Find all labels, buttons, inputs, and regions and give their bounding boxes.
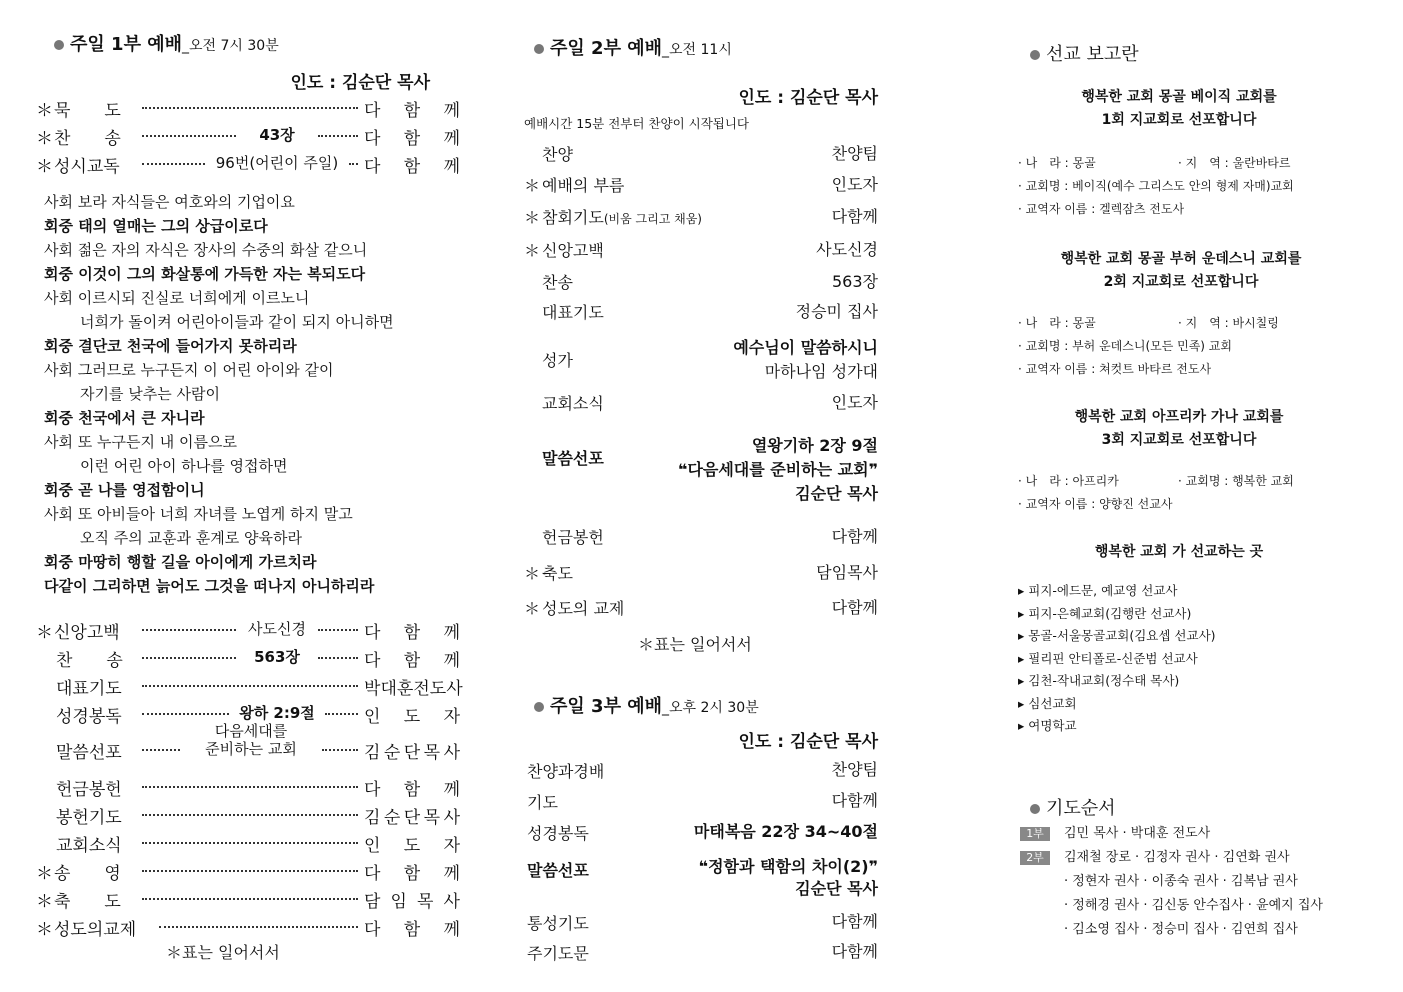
order-value-char: 전 bbox=[413, 679, 430, 699]
order-value bbox=[364, 152, 460, 177]
order-value-char: 함 bbox=[403, 651, 421, 671]
service2-leader: 인도 : 김순단 목사 bbox=[738, 88, 878, 108]
order-value-char: 사 bbox=[446, 679, 463, 699]
support-heading: 행복한 교회 가 선교하는 곳 bbox=[1094, 544, 1264, 560]
prayer-text-1: 김민 목사 · 박대훈 전도사 bbox=[1064, 826, 1211, 841]
service2-notice: 예배시간 15분 전부터 찬양이 시작됩니다 bbox=[524, 116, 749, 131]
dotted-leader bbox=[142, 685, 358, 687]
order-label: 성경봉독 bbox=[527, 824, 589, 843]
support-list bbox=[1018, 580, 1216, 738]
support-item: ▸ 여명학교 bbox=[1018, 718, 1077, 733]
order-value-char: 임 bbox=[390, 892, 407, 912]
order-detail-line: 43장 bbox=[259, 126, 295, 144]
order-value bbox=[364, 618, 460, 643]
mission-heading-line: 행복한 교회 몽골 부허 운데스니 교회를 bbox=[1060, 251, 1302, 267]
order-value bbox=[364, 831, 460, 856]
order-label: 성도의교제 bbox=[54, 920, 137, 940]
order-value-line: 다함께 bbox=[831, 598, 878, 617]
support-item: ▸ 피지-에드문, 예교영 선교사 bbox=[1018, 583, 1178, 598]
order-value bbox=[364, 96, 460, 121]
bullet-icon bbox=[1030, 50, 1040, 60]
prayer-title bbox=[1030, 794, 1116, 820]
order-value-line: 인도자 bbox=[831, 393, 878, 412]
order-value-line: 다함께 bbox=[831, 527, 878, 546]
mission-info: · 교회명 : 행복한 교회 bbox=[1178, 474, 1294, 488]
order-value-char: 함 bbox=[403, 920, 421, 940]
order-value bbox=[832, 941, 878, 963]
order-value-char: 인 bbox=[364, 707, 381, 727]
order-value-char: 사 bbox=[443, 743, 460, 763]
order-label: 찬 송 bbox=[54, 129, 121, 149]
order-detail bbox=[235, 702, 319, 723]
prayer-text-2: 김재철 장로 · 김정자 권사 · 김연화 권사 bbox=[1064, 850, 1290, 865]
order-value-char: 목 bbox=[417, 892, 434, 912]
order-value-char: 인 bbox=[364, 836, 381, 856]
responsive-reading bbox=[44, 190, 444, 598]
order-detail-line: 사도신경 bbox=[248, 620, 306, 638]
responsive-line: 사회 그러므로 누구든지 이 어린 아이와 같이 bbox=[44, 361, 334, 379]
order-value-char: 께 bbox=[443, 101, 460, 121]
order-value bbox=[733, 336, 878, 384]
responsive-line: 회중 곧 나를 영접함이니 bbox=[44, 481, 205, 499]
mission-heading-line: 행복한 교회 아프리카 가나 교회를 bbox=[1074, 409, 1284, 425]
star-icon: ＊ bbox=[36, 623, 53, 643]
order-label: 말씀선포 bbox=[56, 743, 122, 763]
dotted-leader bbox=[318, 657, 358, 659]
mission-info: · 나 라 : 몽골 bbox=[1018, 156, 1096, 170]
order-value-char: 께 bbox=[443, 157, 460, 177]
bullet-icon bbox=[534, 44, 544, 54]
mission-heading-line: 3회 지교회로 선포합니다 bbox=[1101, 432, 1257, 448]
order-label: 신앙고백 bbox=[54, 623, 120, 643]
order-label: 말씀선포 bbox=[542, 449, 604, 468]
prayer-line-3: · 정현자 권사 · 이종숙 권사 · 김복남 권사 bbox=[1064, 874, 1298, 889]
order-value-char: 다 bbox=[364, 864, 381, 884]
star-icon: ＊ bbox=[36, 892, 53, 912]
dotted-leader bbox=[318, 629, 358, 631]
order-label: 성경봉독 bbox=[56, 707, 122, 727]
service3-time: _오후 2시 30분 bbox=[662, 700, 759, 716]
order-value-line: 다함께 bbox=[831, 912, 878, 931]
order-value-line: 마하나임 성가대 bbox=[764, 362, 878, 381]
order-label: 찬 송 bbox=[56, 651, 123, 671]
dotted-leader bbox=[142, 713, 229, 715]
order-value bbox=[832, 391, 878, 415]
order-value-line: 열왕기하 2장 9절 bbox=[751, 436, 878, 455]
order-detail bbox=[186, 722, 316, 758]
star-icon: ＊ bbox=[36, 920, 53, 940]
order-value bbox=[832, 525, 878, 549]
star-icon: ＊ bbox=[36, 864, 53, 884]
order-value-char: 께 bbox=[443, 129, 460, 149]
mission-heading-line: 1회 지교회로 선포합니다 bbox=[1101, 112, 1257, 128]
support-item: ▸ 필리핀 안티폴로-신준범 선교사 bbox=[1018, 650, 1198, 666]
order-value-line: ❝정함과 택함의 차이(2)❞ bbox=[698, 857, 878, 876]
mission-info: · 지 역 : 울란바타르 bbox=[1178, 156, 1291, 170]
order-value-line: 김순단 목사 bbox=[795, 484, 878, 503]
order-value-char: 함 bbox=[403, 101, 421, 121]
order-detail bbox=[211, 152, 343, 173]
order-value-char: 다 bbox=[364, 780, 381, 800]
order-value bbox=[364, 702, 460, 727]
order-value bbox=[364, 674, 463, 699]
order-label: 대표기도 bbox=[56, 679, 122, 699]
order-value bbox=[796, 300, 878, 324]
dotted-leader bbox=[142, 870, 358, 872]
bullet-icon bbox=[1030, 804, 1040, 814]
order-value-line: 마태복음 22장 34~40절 bbox=[693, 822, 878, 841]
order-value-char: 께 bbox=[443, 651, 460, 671]
service1-title-text: 주일 1부 예배 bbox=[70, 34, 182, 55]
order-label: 통성기도 bbox=[527, 914, 589, 933]
mission-info-row: · 교회명 : 베이직(예수 그리스도 안의 형제 자매)교회 bbox=[1018, 179, 1294, 193]
order-value-line: 담임목사 bbox=[816, 563, 878, 582]
order-value bbox=[364, 775, 460, 800]
prayer-line-2 bbox=[1020, 846, 1323, 870]
order-value bbox=[832, 173, 878, 197]
responsive-line: 사회 이르시되 진실로 너희에게 이르노니 bbox=[44, 289, 310, 307]
dotted-leader bbox=[318, 135, 358, 137]
dotted-leader bbox=[142, 629, 236, 631]
order-row bbox=[36, 887, 460, 912]
order-value-char: 께 bbox=[443, 920, 460, 940]
order-value-char: 께 bbox=[443, 623, 460, 643]
order-row bbox=[36, 152, 460, 177]
order-detail-line: 96번(어린이 주일) bbox=[215, 154, 339, 172]
order-value-line: 찬양팀 bbox=[831, 760, 878, 779]
mission-heading bbox=[1014, 406, 1344, 452]
order-label: 참회기도(비움 그리고 채움) bbox=[542, 208, 702, 227]
order-row bbox=[36, 674, 463, 699]
order-value-char: 사 bbox=[443, 808, 460, 828]
order-value-char: 목 bbox=[423, 743, 441, 763]
responsive-line: 회중 천국에서 큰 자니라 bbox=[44, 409, 205, 427]
order-row bbox=[36, 831, 460, 856]
order-label: 축도 bbox=[542, 564, 573, 583]
star-icon: ＊ bbox=[524, 176, 541, 195]
mission-title bbox=[1030, 40, 1139, 66]
service3-title-text: 주일 3부 예배 bbox=[550, 696, 662, 717]
order-value-char: 자 bbox=[443, 836, 460, 856]
order-value-char: 함 bbox=[403, 129, 421, 149]
mission-info-row: · 교역자 이름 : 쳐컷트 바타르 전도사 bbox=[1018, 362, 1212, 376]
order-value bbox=[832, 205, 878, 229]
service2-title-text: 주일 2부 예배 bbox=[550, 38, 662, 59]
bullet-icon bbox=[534, 702, 544, 712]
responsive-line: 회중 이것이 그의 화살통에 가득한 자는 복되도다 bbox=[44, 265, 366, 283]
order-value-char: 사 bbox=[443, 892, 460, 912]
order-row bbox=[36, 915, 460, 940]
order-detail-line: 다음세대를 bbox=[214, 722, 288, 740]
order-row bbox=[36, 722, 460, 763]
prayer-line-5: · 김소영 집사 · 정승미 집사 · 김연희 집사 bbox=[1064, 922, 1298, 937]
order-label: 찬양 bbox=[542, 145, 573, 164]
order-value bbox=[364, 887, 460, 912]
order-label: 찬송 bbox=[542, 273, 573, 292]
mission-info-row bbox=[1018, 154, 1290, 171]
order-value-char: 순 bbox=[383, 743, 401, 763]
service2-footnote: ＊표는 일어서서 bbox=[638, 635, 752, 654]
order-label: 주기도문 bbox=[527, 944, 589, 963]
order-value bbox=[364, 646, 460, 671]
prayer-title-text: 기도순서 bbox=[1046, 798, 1116, 819]
order-row bbox=[36, 646, 460, 671]
support-item: ▸ 김천-작내교회(정수태 목사) bbox=[1018, 673, 1180, 688]
order-label: 말씀선포 bbox=[527, 861, 589, 880]
dotted-leader bbox=[142, 898, 358, 900]
order-value-char: 단 bbox=[403, 743, 421, 763]
dotted-leader bbox=[159, 926, 358, 928]
service1-time: _오전 7시 30분 bbox=[182, 38, 279, 54]
mission-info-row bbox=[1018, 314, 1279, 331]
order-value-char: 도 bbox=[403, 836, 421, 856]
star-icon: ＊ bbox=[36, 157, 53, 177]
prayer-badge-2: 2부 bbox=[1020, 851, 1050, 865]
responsive-line: 너희가 돌이켜 어린아이들과 같이 되지 아니하면 bbox=[80, 313, 394, 331]
order-value-char: 김 bbox=[364, 743, 381, 763]
dotted-leader bbox=[142, 135, 236, 137]
mission-heading bbox=[1014, 86, 1344, 132]
order-value-char: 다 bbox=[364, 157, 381, 177]
prayer-badge-1: 1부 bbox=[1020, 827, 1050, 841]
order-row bbox=[36, 859, 460, 884]
responsive-line: 사회 또 아비들아 너희 자녀를 노엽게 하지 말고 bbox=[44, 505, 353, 523]
order-label-note: (비움 그리고 채움) bbox=[603, 212, 702, 226]
order-value bbox=[694, 821, 878, 843]
mission-info: · 지 역 : 바시칠링 bbox=[1178, 316, 1279, 330]
responsive-line: 사회 젊은 자의 자식은 장사의 수중의 화살 같으니 bbox=[44, 241, 368, 259]
order-label: 성가 bbox=[542, 351, 573, 370]
service2-title bbox=[534, 34, 732, 60]
dotted-leader bbox=[142, 786, 358, 788]
order-value-line: 김순단 목사 bbox=[795, 879, 878, 898]
order-value-char: 다 bbox=[364, 623, 381, 643]
order-value bbox=[832, 142, 878, 166]
order-value bbox=[816, 238, 878, 262]
order-value bbox=[699, 856, 878, 900]
order-value-char: 다 bbox=[364, 920, 381, 940]
mission-heading-line: 2회 지교회로 선포합니다 bbox=[1103, 274, 1259, 290]
order-value bbox=[364, 859, 460, 884]
order-value-char: 함 bbox=[403, 623, 421, 643]
order-value-char: 함 bbox=[403, 864, 421, 884]
order-detail-line: 왕하 2:9절 bbox=[239, 704, 315, 722]
order-label: 찬양과경배 bbox=[527, 762, 605, 781]
order-value-char: 단 bbox=[403, 808, 421, 828]
service1-title bbox=[54, 30, 279, 56]
order-value-char: 함 bbox=[403, 157, 421, 177]
prayer-list bbox=[1020, 822, 1323, 942]
star-icon: ＊ bbox=[524, 241, 541, 260]
dotted-leader bbox=[142, 163, 205, 165]
dotted-leader bbox=[142, 814, 358, 816]
order-detail bbox=[242, 124, 312, 145]
order-value bbox=[832, 270, 878, 294]
order-label: 봉헌기도 bbox=[56, 808, 122, 828]
order-value-char: 께 bbox=[443, 864, 460, 884]
dotted-leader bbox=[142, 842, 358, 844]
order-value-char: 대 bbox=[380, 679, 397, 699]
order-value bbox=[364, 803, 460, 828]
order-label: 교회소식 bbox=[542, 394, 604, 413]
order-label: 헌금봉헌 bbox=[56, 780, 122, 800]
prayer-line-4: · 정해경 권사 · 김신동 안수집사 · 윤예지 집사 bbox=[1064, 898, 1323, 913]
order-label: 헌금봉헌 bbox=[542, 528, 604, 547]
order-value-char: 도 bbox=[429, 679, 447, 699]
order-value-line: 563장 bbox=[832, 272, 878, 291]
order-value bbox=[832, 759, 878, 781]
star-icon: ＊ bbox=[524, 599, 541, 618]
service3-leader: 인도 : 김순단 목사 bbox=[738, 732, 878, 752]
order-value bbox=[832, 596, 878, 620]
order-detail bbox=[242, 618, 312, 639]
dotted-leader bbox=[322, 749, 358, 751]
order-value-char: 도 bbox=[403, 707, 421, 727]
order-value-line: ❝다음세대를 준비하는 교회❞ bbox=[678, 460, 878, 479]
service2-time: _오전 11시 bbox=[662, 42, 732, 58]
order-label: 예배의 부름 bbox=[542, 176, 625, 195]
order-value-line: 정승미 집사 bbox=[795, 302, 878, 321]
order-label: 신앙고백 bbox=[542, 241, 604, 260]
dotted-leader bbox=[325, 713, 358, 715]
order-row bbox=[36, 618, 460, 643]
responsive-line: 오직 주의 교훈과 훈계로 양육하라 bbox=[80, 529, 302, 547]
responsive-line: 회중 마땅히 행할 길을 아이에게 가르치라 bbox=[44, 553, 317, 571]
mission-info: · 나 라 : 몽골 bbox=[1018, 316, 1096, 330]
responsive-line: 회중 태의 열매는 그의 상급이로다 bbox=[44, 217, 268, 235]
support-item: ▸ 심선교회 bbox=[1018, 695, 1077, 711]
order-label: 성도의 교제 bbox=[542, 599, 625, 618]
order-label: 축 도 bbox=[54, 892, 121, 912]
order-row bbox=[36, 96, 460, 121]
dotted-leader bbox=[142, 749, 180, 751]
order-label: 교회소식 bbox=[56, 836, 122, 856]
order-label: 묵 도 bbox=[54, 101, 121, 121]
order-label: 기도 bbox=[527, 793, 558, 812]
support-item: ▸ 피지-은혜교회(김행란 선교사) bbox=[1018, 605, 1192, 621]
mission-info-row: · 교회명 : 부허 운데스니(모든 민족) 교회 bbox=[1018, 339, 1232, 353]
mission-info-row: · 교역자 이름 : 양향진 선교사 bbox=[1018, 497, 1173, 511]
order-value bbox=[364, 915, 460, 940]
star-icon: ＊ bbox=[36, 129, 53, 149]
responsive-line: 사회 보라 자식들은 여호와의 기업이요 bbox=[44, 193, 295, 211]
dotted-leader bbox=[142, 107, 358, 109]
order-value-line: 다함께 bbox=[831, 791, 878, 810]
order-row bbox=[36, 775, 460, 800]
star-icon: ＊ bbox=[524, 564, 541, 583]
order-value-char: 다 bbox=[364, 651, 381, 671]
order-value bbox=[832, 911, 878, 933]
mission-info-row: · 교역자 이름 : 겔렉잠츠 전도사 bbox=[1018, 202, 1185, 216]
order-detail-line: 563장 bbox=[254, 648, 300, 666]
mission-info: · 나 라 : 아프리카 bbox=[1018, 474, 1119, 488]
order-value-char: 훈 bbox=[396, 679, 414, 699]
order-value-line: 찬양팀 bbox=[831, 144, 878, 163]
responsive-line: 자기를 낮추는 사람이 bbox=[80, 385, 220, 403]
order-row bbox=[36, 803, 460, 828]
order-value-line: 다함께 bbox=[831, 207, 878, 226]
order-value-line: 인도자 bbox=[831, 175, 878, 194]
order-row bbox=[36, 124, 460, 149]
service3-title bbox=[534, 692, 759, 718]
order-label: 대표기도 bbox=[542, 303, 604, 322]
service1-leader: 인도 : 김순단 목사 bbox=[290, 73, 430, 93]
mission-heading bbox=[1016, 248, 1346, 294]
order-value-line: 예수님이 말씀하시니 bbox=[733, 338, 878, 357]
mission-title-text: 선교 보고란 bbox=[1046, 44, 1139, 65]
order-value-char: 께 bbox=[443, 780, 460, 800]
order-label: 성시교독 bbox=[54, 157, 120, 177]
order-value bbox=[832, 790, 878, 812]
star-icon: ＊ bbox=[524, 208, 541, 227]
support-item: ▸ 몽골-서울몽골교회(김요셉 선교사) bbox=[1018, 628, 1216, 643]
responsive-line: 회중 결단코 천국에 들어가지 못하리라 bbox=[44, 337, 297, 355]
order-value-char: 담 bbox=[364, 892, 381, 912]
order-value bbox=[364, 738, 460, 763]
order-value-char: 자 bbox=[443, 707, 460, 727]
star-icon: ＊ bbox=[36, 101, 53, 121]
responsive-line: 이런 어린 아이 하나를 영접하면 bbox=[80, 457, 288, 475]
order-detail-line: 준비하는 교회 bbox=[205, 740, 297, 758]
order-value-char: 다 bbox=[364, 101, 381, 121]
mission-heading-line: 행복한 교회 몽골 베이직 교회를 bbox=[1081, 89, 1277, 105]
order-value-char: 함 bbox=[403, 780, 421, 800]
order-value bbox=[364, 124, 460, 149]
prayer-line-1 bbox=[1020, 822, 1323, 846]
order-value-line: 다함께 bbox=[831, 942, 878, 961]
order-value bbox=[816, 561, 878, 585]
order-value-char: 다 bbox=[364, 129, 381, 149]
dotted-leader bbox=[142, 657, 236, 659]
bullet-icon bbox=[54, 40, 64, 50]
order-value-char: 순 bbox=[383, 808, 401, 828]
responsive-line: 사회 또 누구든지 내 이름으로 bbox=[44, 433, 237, 451]
dotted-leader bbox=[349, 163, 358, 165]
order-value-line: 사도신경 bbox=[816, 240, 878, 259]
order-value-char: 김 bbox=[364, 808, 381, 828]
responsive-line: 다같이 그리하면 늙어도 그것을 떠나지 아니하리라 bbox=[44, 577, 375, 595]
order-detail bbox=[242, 646, 312, 667]
order-value-char: 목 bbox=[423, 808, 441, 828]
order-value bbox=[678, 434, 878, 506]
order-label: 송 영 bbox=[54, 864, 121, 884]
mission-info-row bbox=[1018, 472, 1294, 489]
order-value-char: 박 bbox=[364, 679, 381, 699]
service1-footnote: ＊표는 일어서서 bbox=[166, 943, 280, 962]
